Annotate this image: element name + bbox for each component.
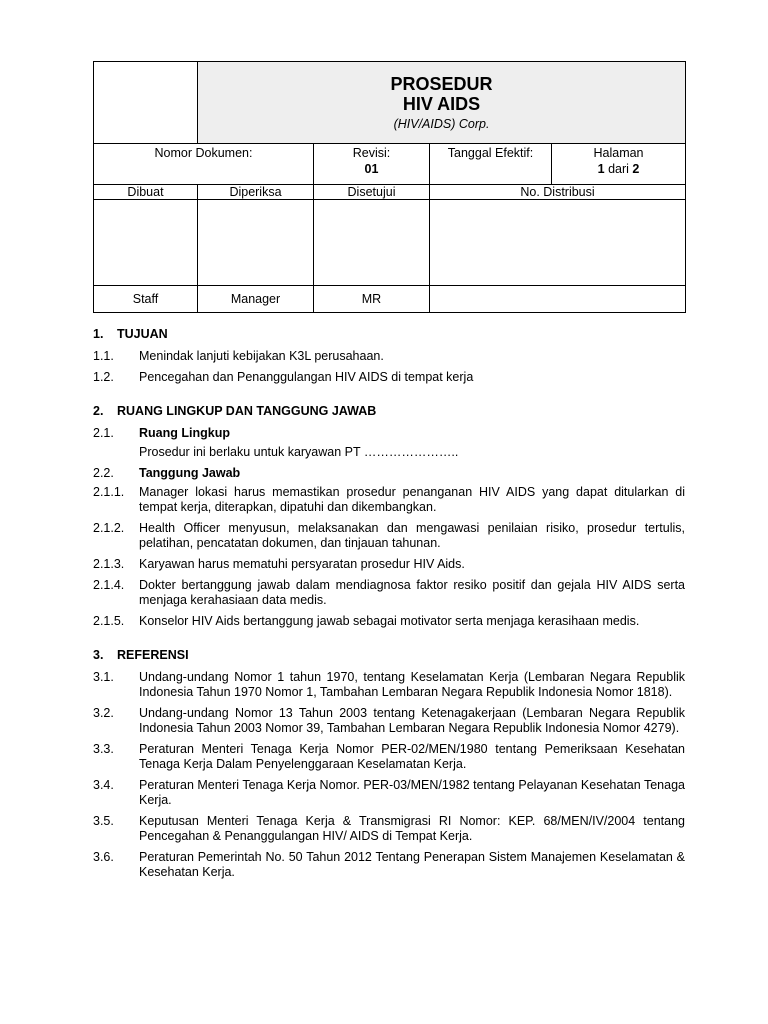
item-text: Manager lokasi harus memastikan prosedur penanganan HIV AIDS yang dapat ditularkan di tempat kerja, diterapkan, dipatuhi dan dikembangkan. <box>139 485 685 514</box>
effective-date-label: Tanggal Efektif: <box>447 146 534 160</box>
section-heading-ruang-lingkup <box>93 404 685 419</box>
item-text: Menindak lanjuti kebijakan K3L perusahaan. <box>139 349 384 363</box>
section-heading-referensi <box>93 648 685 663</box>
item-number: 3.1. <box>93 670 114 684</box>
document-title-line2: HIV AIDS <box>402 94 481 114</box>
item-text: Keputusan Menteri Tenaga Kerja & Transmigrasi RI Nomor: KEP. 68/MEN/IV/2004 tentang Pencegahan & Penanggulangan HIV/ AIDS di Tempat Kerja. <box>139 814 685 843</box>
approved-by: MR <box>314 286 430 313</box>
item-number: 3.3. <box>93 742 114 756</box>
item-text: Peraturan Pemerintah No. 50 Tahun 2012 Tentang Penerapan Sistem Manajemen Keselamatan & Kesehatan Kerja. <box>139 850 685 879</box>
doc-number-cell <box>94 144 314 185</box>
list-item <box>93 814 685 844</box>
list-item <box>93 614 685 629</box>
item-number: 2.1.4. <box>93 578 125 592</box>
effective-date-cell <box>430 144 552 185</box>
item-number: 2.1.1. <box>93 485 125 499</box>
document-header-table <box>93 61 686 313</box>
item-number: 2.1.2. <box>93 521 125 535</box>
list-item <box>93 521 685 551</box>
page-total: 2 <box>632 162 640 176</box>
document-body <box>93 327 685 886</box>
revision-label: Revisi: <box>352 146 391 160</box>
signature-box-checked <box>198 200 314 286</box>
item-number: 1.1. <box>93 349 114 363</box>
item-text: Health Officer menyusun, melaksanakan dan mengawasi penilaian risiko, prosedur tertulis, pelatihan, pencatatan dokumen, dan tinjauan tahunan. <box>139 521 685 550</box>
page-count <box>552 161 685 177</box>
page-label: Halaman <box>593 146 644 160</box>
title-cell <box>198 62 686 144</box>
item-text: Peraturan Menteri Tenaga Kerja Nomor. PER-03/MEN/1982 tentang Pelayanan Kesehatan Tenaga Kerja. <box>139 778 685 807</box>
item-number: 3.2. <box>93 706 114 720</box>
list-item <box>93 850 685 880</box>
subsection-heading-scope <box>93 426 685 441</box>
subsection-title: Ruang Lingkup <box>139 426 230 440</box>
created-label: Dibuat <box>94 185 198 200</box>
document-subtitle: (HIV/AIDS) Corp. <box>393 117 490 131</box>
signature-box-created <box>94 200 198 286</box>
page-number-cell <box>552 144 686 185</box>
list-item <box>93 349 685 364</box>
section-heading-tujuan <box>93 327 685 342</box>
section-number: 3. <box>93 648 104 662</box>
item-text: Konselor HIV Aids bertanggung jawab sebagai motivator serta menjaga kerasihaan medis. <box>139 614 640 628</box>
list-item <box>93 445 685 460</box>
item-number: 2.1.5. <box>93 614 125 628</box>
subsection-heading-responsibility <box>93 466 685 481</box>
page-current: 1 <box>597 162 605 176</box>
list-item <box>93 706 685 736</box>
subsection-title: Tanggung Jawab <box>139 466 241 480</box>
item-text: Pencegahan dan Penanggulangan HIV AIDS di tempat kerja <box>139 370 474 384</box>
list-item <box>93 742 685 772</box>
list-item <box>93 370 685 385</box>
item-number: 3.4. <box>93 778 114 792</box>
item-text: Dokter bertanggung jawab dalam mendiagnosa faktor resiko positif dan gejala HIV AIDS serta menjaga kerahasiaan data medis. <box>139 578 685 607</box>
item-text: Prosedur ini berlaku untuk karyawan PT ………………….. <box>139 445 459 459</box>
item-number: 1.2. <box>93 370 114 384</box>
item-number: 2.2. <box>93 466 114 480</box>
item-text: Peraturan Menteri Tenaga Kerja Nomor PER-02/MEN/1980 tentang Pemeriksaan Kesehatan Tenaga Kerja Dalam Penyelenggaraan Keselamatan Kerja. <box>139 742 685 771</box>
page-of: dari <box>604 162 633 176</box>
distribution-box <box>430 200 686 286</box>
list-item <box>93 670 685 700</box>
distribution-label: No. Distribusi <box>430 185 686 200</box>
list-item <box>93 557 685 572</box>
section-title: RUANG LINGKUP DAN TANGGUNG JAWAB <box>117 404 377 418</box>
item-number: 2.1. <box>93 426 114 440</box>
section-title: TUJUAN <box>117 327 168 341</box>
item-text: Undang-undang Nomor 13 Tahun 2003 tentang Ketenagakerjaan (Lembaran Negara Republik Indonesia Tahun 2003 Nomor 39, Tambahan Lembaran Negara Republik Indonesia Nomor 4279). <box>139 706 685 735</box>
created-by: Staff <box>94 286 198 313</box>
section-title: REFERENSI <box>117 648 189 662</box>
doc-number-label: Nomor Dokumen: <box>154 146 253 160</box>
list-item <box>93 778 685 808</box>
section-number: 1. <box>93 327 104 341</box>
item-text: Undang-undang Nomor 1 tahun 1970, tentang Keselamatan Kerja (Lembaran Negara Republik Indonesia Tahun 1970 Nomor 1, Tambahan Lembaran Negara Republik Indonesia Nomor 1818). <box>139 670 685 699</box>
list-item <box>93 485 685 515</box>
checked-label: Diperiksa <box>198 185 314 200</box>
checked-by: Manager <box>198 286 314 313</box>
approved-label: Disetujui <box>314 185 430 200</box>
item-number: 2.1.3. <box>93 557 125 571</box>
distribution-name-cell <box>430 286 686 313</box>
item-number: 3.6. <box>93 850 114 864</box>
list-item <box>93 578 685 608</box>
document-title-line1: PROSEDUR <box>390 74 493 94</box>
section-number: 2. <box>93 404 104 418</box>
item-number: 3.5. <box>93 814 114 828</box>
logo-placeholder-cell <box>94 62 198 144</box>
signature-box-approved <box>314 200 430 286</box>
item-text: Karyawan harus mematuhi persyaratan prosedur HIV Aids. <box>139 557 465 571</box>
revision-value: 01 <box>364 162 379 176</box>
revision-cell <box>314 144 430 185</box>
